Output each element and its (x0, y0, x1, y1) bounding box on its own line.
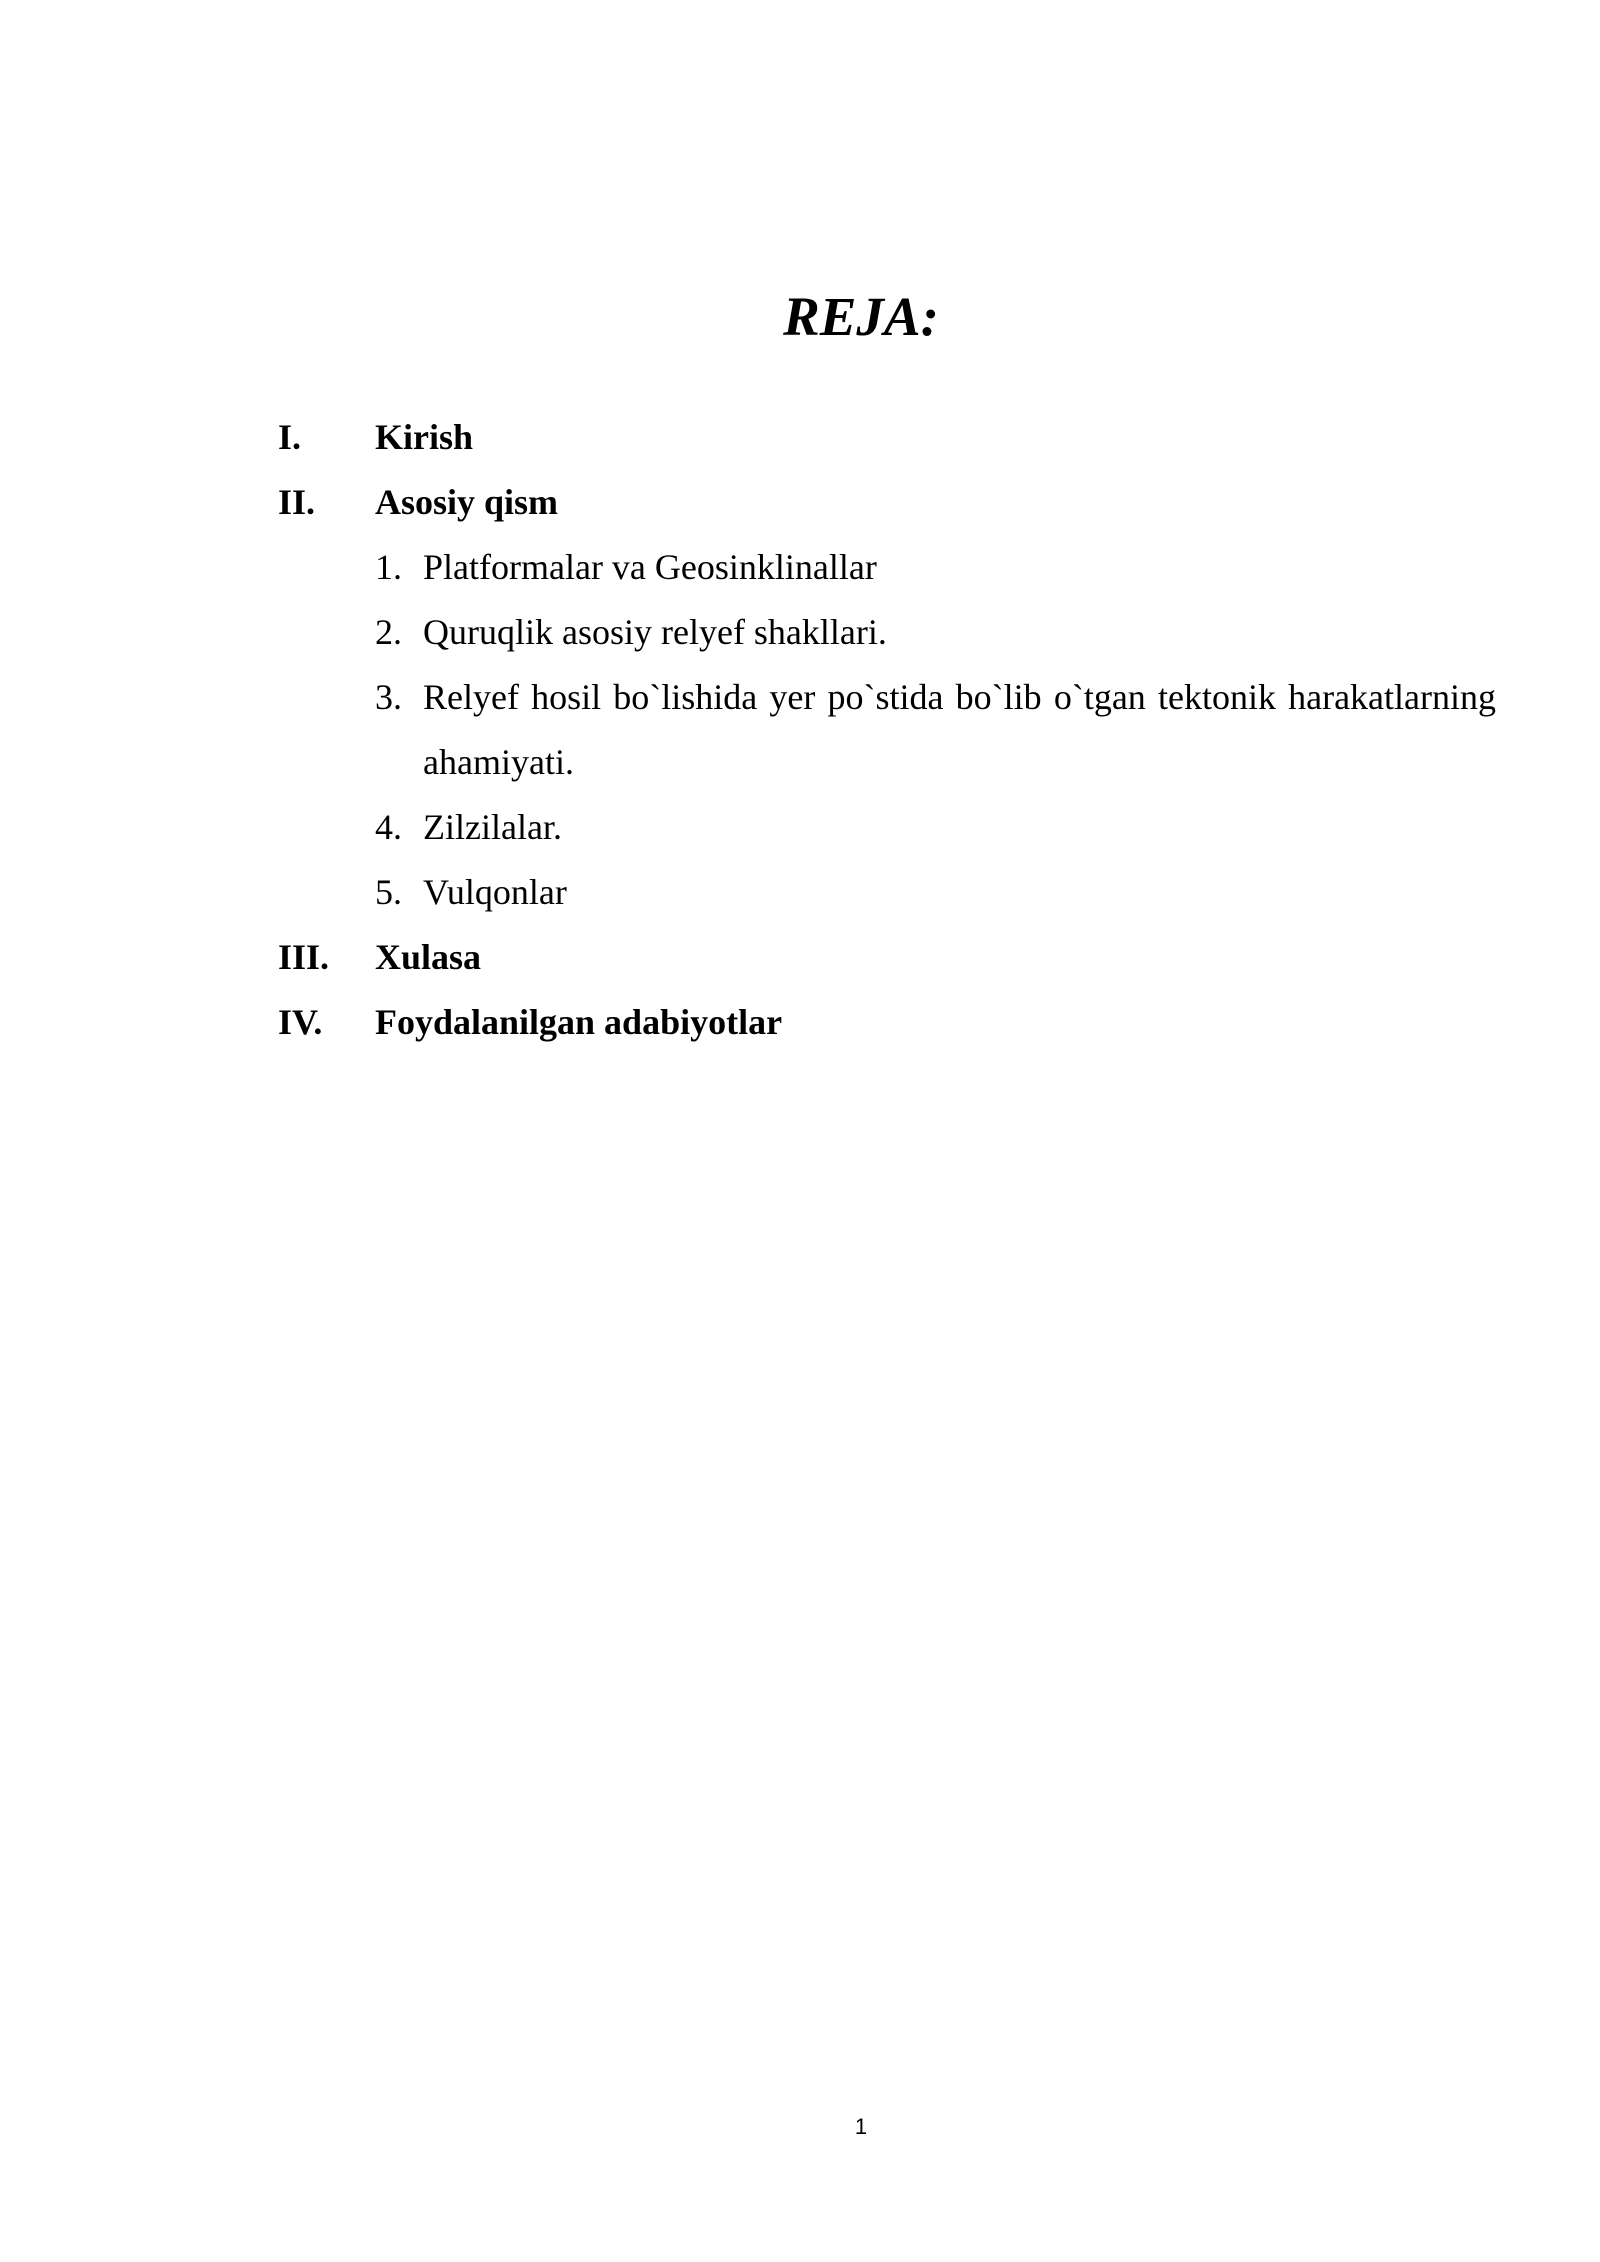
page-title: REJA: (783, 286, 939, 347)
subitem-text: Platformalar va Geosinklinallar (423, 547, 877, 587)
section-numeral: III. (278, 937, 330, 977)
page-number: 1 (854, 2114, 868, 2139)
plan-subitem (375, 665, 1496, 795)
plan-subitem (375, 795, 1496, 860)
subitem-number: 5. (375, 872, 402, 912)
plan-subitem (375, 535, 1496, 600)
subitem-number: 2. (375, 612, 402, 652)
plan-subitem (375, 600, 1496, 665)
subitem-number: 3. (375, 677, 402, 717)
subitem-text: Quruqlik asosiy relyef shakllari. (423, 612, 887, 652)
subitem-number: 1. (375, 547, 402, 587)
plan-section-adabiyotlar (278, 990, 1496, 1055)
section-label: Kirish (375, 417, 474, 457)
section-numeral: I. (278, 417, 302, 457)
plan-section-asosiy-qism (278, 470, 1496, 535)
plan-subitem (375, 860, 1496, 925)
plan-section-xulasa (278, 925, 1496, 990)
section-numeral: II. (278, 482, 316, 522)
section-label: Asosiy qism (375, 482, 559, 522)
plan-list (278, 405, 1496, 1055)
subitem-number: 4. (375, 807, 402, 847)
section-label: Xulasa (375, 937, 482, 977)
section-numeral: IV. (278, 1002, 323, 1042)
subitem-text: Vulqonlar (423, 872, 567, 912)
subitem-text: Zilzilalar. (423, 807, 562, 847)
subitem-text: Relyef hosil bo`lishida yer po`stida bo`lib o`tgan tektonik harakatlarning ahamiyati. (423, 677, 1496, 782)
section-label: Foydalanilgan adabiyotlar (375, 1002, 783, 1042)
plan-section-kirish (278, 405, 1496, 470)
